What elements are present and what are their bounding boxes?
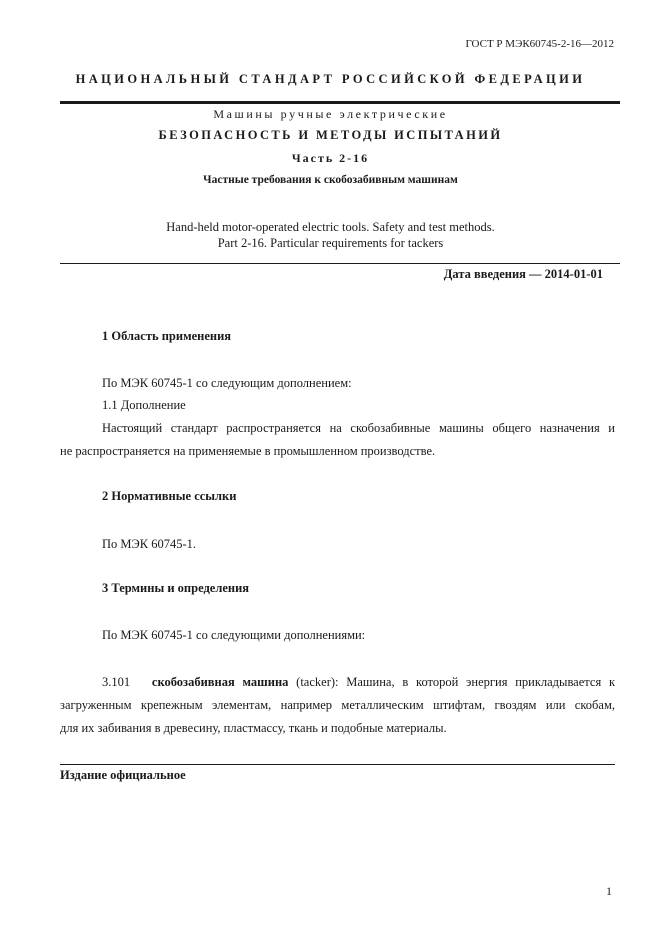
particular-requirements-title: Частные требования к скобозабивным машинам [203,174,458,186]
section-1-scope-line-1: Настоящий стандарт распространяется на скобозабивные машины общего назначения и [102,421,615,435]
section-3-paragraph: По МЭК 60745-1 со следующими дополнениями: [102,628,366,642]
section-2-heading: 2 Нормативные ссылки [102,489,237,503]
page-number: 1 [606,884,612,898]
introduction-date: Дата введения — 2014-01-01 [443,267,603,281]
standard-part: Часть 2-16 [291,151,370,165]
standard-subject: Машины ручные электрические [213,107,448,121]
english-title-line-2: Part 2-16. Particular requirements for tackers [217,236,444,250]
national-standard-title: НАЦИОНАЛЬНЫЙ СТАНДАРТ РОССИЙСКОЙ ФЕДЕРАЦИИ [75,72,586,86]
section-1-heading: 1 Область применения [102,329,232,343]
title-rule [60,263,620,264]
document-code: ГОСТ Р МЭК60745-2-16—2012 [465,38,614,50]
footer-rule [60,764,615,765]
section-1-subclause: 1.1 Дополнение [102,398,186,412]
section-1-scope-line-2: не распространяется на применяемые в промышленном производстве. [60,444,436,458]
section-3-heading: 3 Термины и определения [102,581,250,595]
section-1-paragraph: По МЭК 60745-1 со следующим дополнением: [102,376,352,390]
definition-line-2: загруженным крепежным элементам, например металлическим штифтам, гвоздям или скобам, [60,698,615,712]
definition-number: 3.101 [102,675,131,689]
standard-safety-title: БЕЗОПАСНОСТЬ И МЕТОДЫ ИСПЫТАНИЙ [158,128,503,142]
definition-text: (tacker): Машина, в которой энергия прикладывается к [296,675,616,689]
official-edition-label: Издание официальное [60,768,186,782]
english-title-line-1: Hand-held motor-operated electric tools. Safety and test methods. [166,220,495,234]
definition-term: скобозабивная машина [151,675,289,689]
definition-line-3: для их забивания в древесину, пластмассу, ткань и подобные материалы. [60,721,447,735]
header-rule [60,101,620,104]
definition-line-1 [102,675,615,690]
section-2-paragraph: По МЭК 60745-1. [102,537,197,551]
